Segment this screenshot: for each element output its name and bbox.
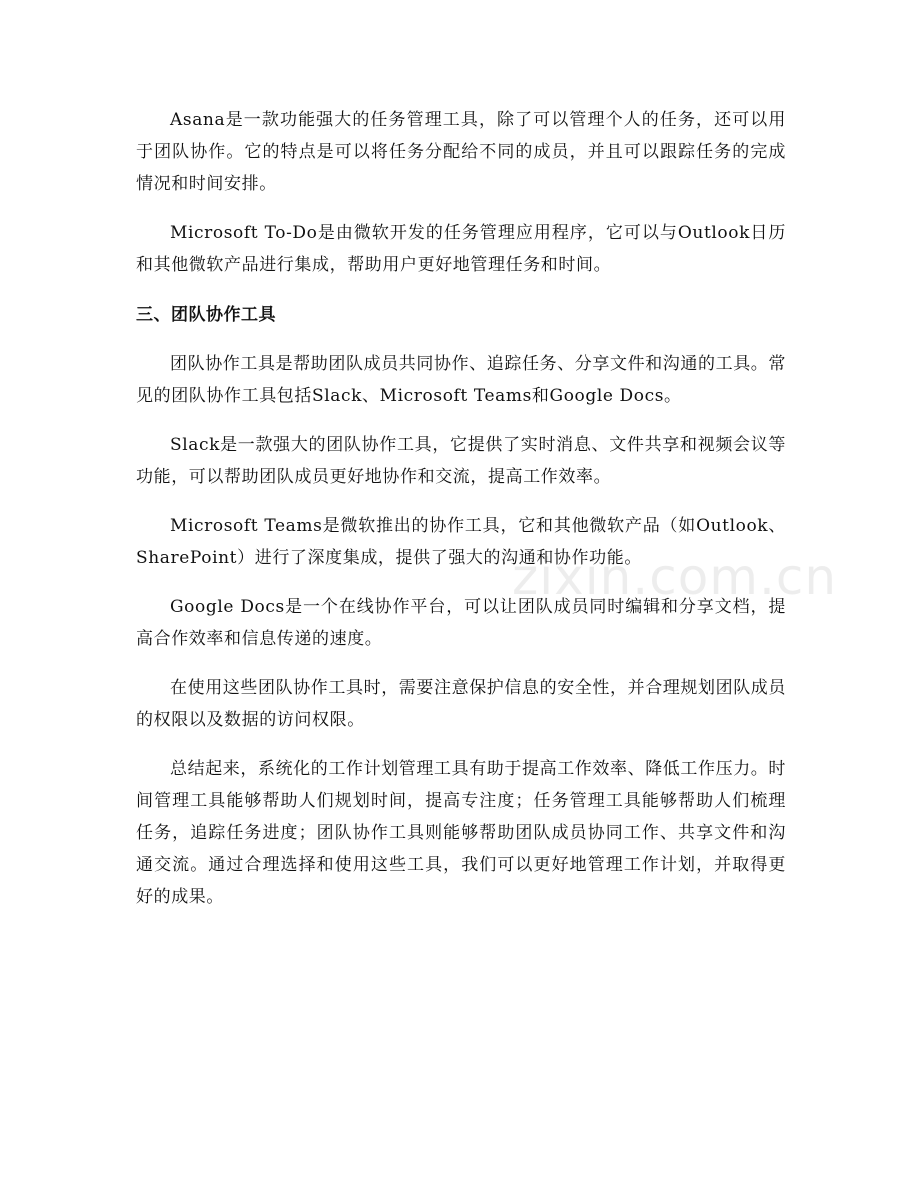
paragraph-summary: 总结起来，系统化的工作计划管理工具有助于提高工作效率、降低工作压力。时间管理工具能够帮助人们规划时间，提高专注度；任务管理工具能够帮助人们梳理任务，追踪任务进度；团队协作工具则能够帮助团队成员协同工作、共享文件和沟通交流。通过合理选择和使用这些工具，我们可以更好地管理工作计划，并取得更好的成果。: [136, 759, 786, 907]
watermark: zixin.com.cn: [512, 548, 838, 606]
document-body: [136, 104, 786, 930]
section-heading: 三、团队协作工具: [136, 305, 276, 325]
paragraph-slack: Slack是一款强大的团队协作工具，它提供了实时消息、文件共享和视频会议等功能，可以帮助团队成员更好地协作和交流，提高工作效率。: [136, 435, 786, 487]
paragraph-google-docs: Google Docs是一个在线协作平台，可以让团队成员同时编辑和分享文档，提高合作效率和信息传递的速度。: [136, 597, 786, 649]
paragraph-asana: Asana是一款功能强大的任务管理工具，除了可以管理个人的任务，还可以用于团队协作。它的特点是可以将任务分配给不同的成员，并且可以跟踪任务的完成情况和时间安排。: [136, 110, 786, 194]
paragraph-microsoft-todo: Microsoft To-Do是由微软开发的任务管理应用程序，它可以与Outlook日历和其他微软产品进行集成，帮助用户更好地管理任务和时间。: [136, 223, 786, 275]
paragraph-security-note: 在使用这些团队协作工具时，需要注意保护信息的安全性，并合理规划团队成员的权限以及数据的访问权限。: [136, 678, 786, 730]
paragraph-microsoft-teams: Microsoft Teams是微软推出的协作工具，它和其他微软产品（如Outlook、SharePoint）进行了深度集成，提供了强大的沟通和协作功能。: [136, 516, 786, 568]
paragraph-team-tools-intro: 团队协作工具是帮助团队成员共同协作、追踪任务、分享文件和沟通的工具。常见的团队协作工具包括Slack、Microsoft Teams和Google Docs。: [136, 354, 786, 406]
